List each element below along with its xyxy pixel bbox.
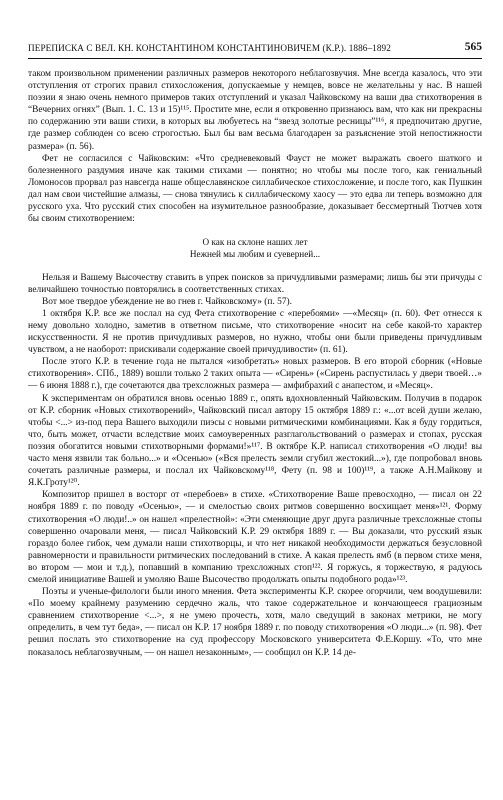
paragraph: Фет не согласился с Чайковским: «Что средневековый Фауст не может выражать своего шаткого и болезненного раздумия иначе как такими стихами — понятно; но чтобы мы после того, как гениальный Ломоносов прорвал раз навсегда наше общеславянское силлабическое стихосложение, и после того, как Пушкин дал нам свои чистейшие алмазы, — снова тянулись к силлабическому хаосу — это едва ли теперь возможно для русского уха. Что русский стих способен на изумительное разнообразие, доказывает бессмертный Тютчев хотя бы своим стихотворением: bbox=[28, 153, 482, 225]
paragraph: Нельзя и Вашему Высочеству ставить в упрек поисков за причудливыми размерами; лишь бы эти причуды с величайшею точностью повторялись в соответственных стихах. bbox=[28, 272, 482, 295]
paragraph: Композитор пришел в восторг от «перебоев» в стихе. «Стихотворение Ваше превосходно, — писал он 22 ноября 1889 г. по поводу «Осенью», — и смелостью своих ритмов совершенно восхищает меня»¹²¹. Форму стихотворения «О люди!..» он нашел «прелестной»: «Эти сменяющие друг друга различные трехсложные стопы совершенно очаровали меня, — писал Чайковский К.Р. 29 октября 1889 г. — Вы доказали, что русский язык гораздо более гибок, чем думали наши стихотворцы, и что нет никакой необходимости держаться безусловной равномерности и правильности ритмических последований в стихе. А какая прелесть ямб (в первом стихе меня, во втором — мои и т.д.), попавший в компанию трехсложных стоп¹²². Я горжусь, я торжествую, я радуюсь смелой инициативе Вашей и умоляю Ваше Высочество продолжать опыты подобного рода»¹²³. bbox=[28, 490, 482, 585]
verse-line: Нежней мы любим и суеверней... bbox=[189, 249, 321, 260]
paragraph: Вот мое твердое убеждение не во гнев г. Чайковскому» (п. 57). bbox=[42, 296, 292, 307]
paragraph: Поэты и ученые-филологи были иного мнения. Фета эксперименты К.Р. скорее огорчили, чем воодушевили: «По моему крайнему разумению сердечно жаль, что такое содержательное и кончающееся грациозным сравнением стихотворение <...>, я не умею прочесть, хотя, мало сведущий в законах метрики, не могу определить, в чем тут беда», — писал он К.Р. 17 ноября 1889 г. по поводу стихотворения «О люди...» (п. 98). Фет решил послать это стихотворение на суд профессору Московского университета Ф.Е.Коршу. «То, что мне показалось неблагозвучным, — он нашел незаконным», — сообщил он К.Р. 14 де- bbox=[28, 587, 482, 658]
verse-quote bbox=[28, 236, 482, 260]
running-head bbox=[28, 42, 482, 59]
body-text bbox=[28, 68, 482, 659]
verse-line: О как на склоне наших лет bbox=[202, 237, 308, 248]
paragraph: К экспериментам он обратился вновь осенью 1889 г., опять вдохновленный Чайковским. Получив в подарок от К.Р. сборник «Новых стихотворений», Чайковский писал автору 15 октября 1889 г.: «...от всей души желаю, чтобы <...> из-под пера Вашего выходили пиэсы с новыми ритмическими комбинациями. Как я буду гордиться, что, быть может, отчасти вследствие моих самоуверенных разглагольствований о размерах и стопах, русская поэзия обогатится новыми стихотворными формами!»¹¹⁷. В октябре К.Р. написал стихотворения «О люди! вы часто меня язвили так больно...» и «Осенью» («Вся прелесть земли сгубил жестокий...»), где попробовал вновь сочетать различные размеры, и послал их Чайковскому¹¹⁸, Фету (п. 98 и 100)¹¹⁹, а также А.Н.Майкову и Я.К.Гроту¹²⁰. bbox=[28, 393, 482, 489]
paragraph: 1 октября К.Р. все же послал на суд Фета стихотворение с «перебоями» —«Месяц» (п. 60). Фет отнесся к нему довольно холодно, заметив в ответном письме, что стихотворение «носит на себе какой-то характер искусственности. Я не против причудливых размеров, но нужно, чтобы они были приведены причудливым чувством, а не наоборот: прискивали содержание своей причудливости» (п. 61). bbox=[28, 308, 482, 356]
paragraph: таком произвольном применении различных размеров некоторого неблагозвучия. Мне всегда казалось, что эти отступления от строгих правил стихосложения, допускаемые у немцев, вовсе не желательны у нас. В нашей поэзии я знаю очень немного примеров таких отступлений и указал Чайковскому на ваши два стихотворения в “Вечерних огнях” (Вып. 1. С. 13 и 15)¹¹⁵. Простите мне, если я откровенно признаюсь вам, что как ни прекрасны по содержанию эти ваши стихи, в которых вы любуетесь на “звезд золотые ресницы”¹¹⁶, я предпочитаю другие, где размер соблюден со всею строгостью. Был бы вам весьма благодарен за разъяснение этой непостижности размера» (п. 56). bbox=[28, 69, 482, 152]
paragraph: После этого К.Р. в течение года не пытался «изобретать» новых размеров. В его второй сборник («Новые стихотворения». СПб., 1889) вошли только 2 таких опыта — «Сирень» («Сирень распустилась у двери твоей…» — 6 июня 1888 г.), где сочетаются два трехсложных размера — амфибрахий с анапестом, и «Месяц». bbox=[28, 357, 482, 392]
page-number: 565 bbox=[464, 41, 482, 53]
running-title: ПЕРЕПИСКА С ВЕЛ. КН. КОНСТАНТИНОМ КОНСТАНТИНОВИЧЕМ (К.Р.). 1886–1892 bbox=[28, 43, 391, 53]
